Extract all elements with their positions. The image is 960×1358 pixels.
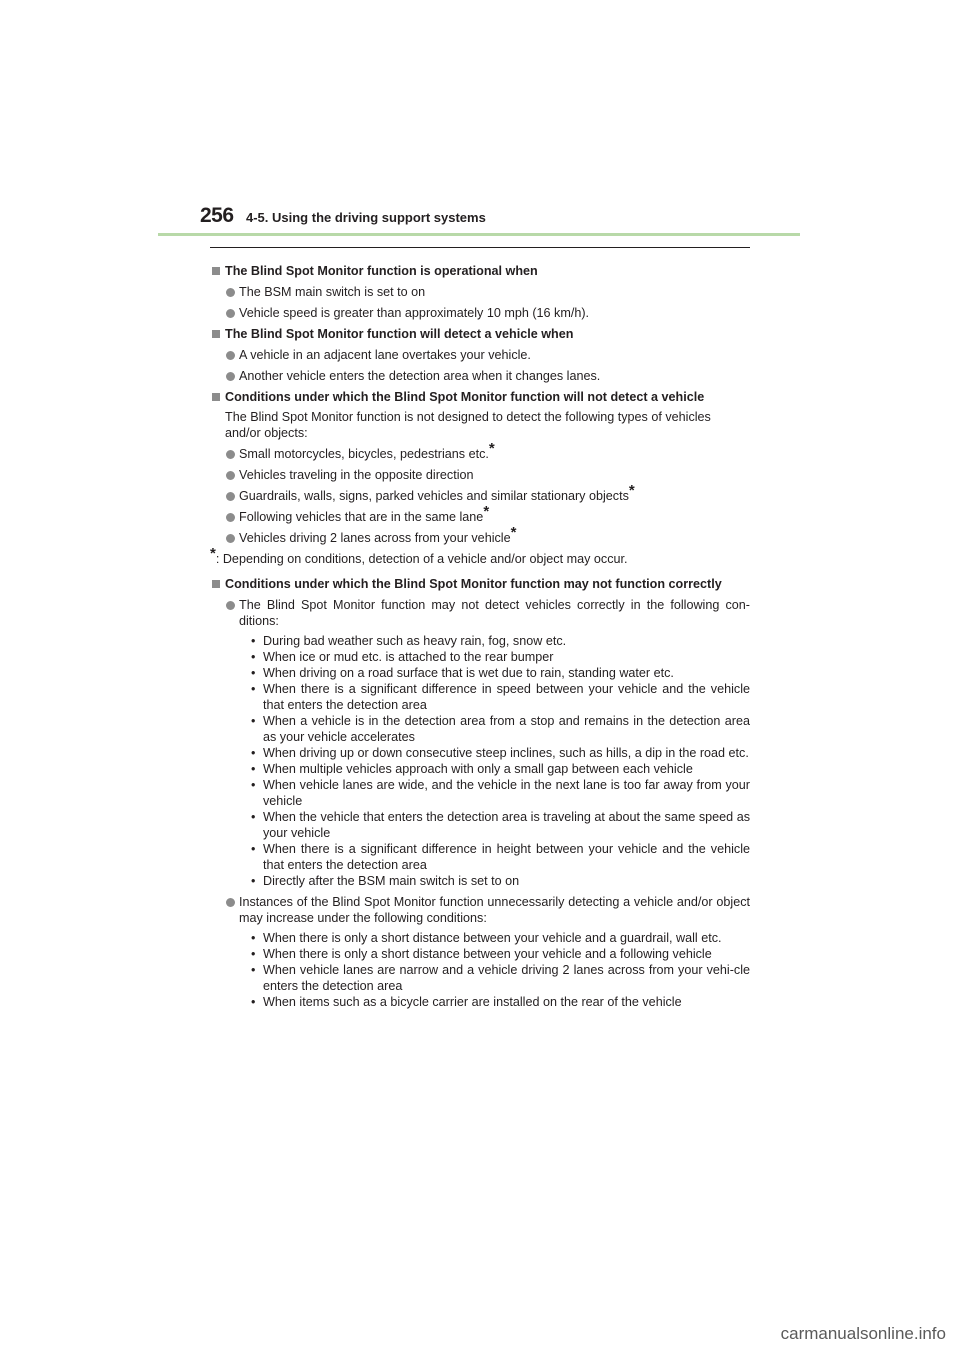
square-bullet-icon xyxy=(212,330,220,338)
asterisk-mark: * xyxy=(628,481,635,499)
circle-bullet-item: Vehicle speed is greater than approximately 10 mph (16 km/h). xyxy=(210,305,750,321)
circle-bullet-item: The BSM main switch is set to on xyxy=(210,284,750,300)
circle-bullet-icon xyxy=(226,288,235,297)
sub-item: • When there is only a short distance between your vehicle and a guardrail, wall etc. xyxy=(251,931,722,945)
asterisk-mark: * xyxy=(488,439,495,457)
asterisk-mark: * xyxy=(483,502,490,520)
sub-item: • When vehicle lanes are wide, and the vehicle in the next lane is too far away from your vehicle xyxy=(251,778,750,808)
circle-bullet-item: The Blind Spot Monitor function may not detect vehicles correctly in the following con-ditions: xyxy=(210,597,750,629)
circle-bullet-icon xyxy=(226,898,235,907)
circle-bullet-item: Small motorcycles, bicycles, pedestrians etc.* xyxy=(210,446,750,462)
square-bullet-icon xyxy=(212,267,220,275)
sub-item: • When driving on a road surface that is wet due to rain, standing water etc. xyxy=(251,666,674,680)
circle-bullet-item: A vehicle in an adjacent lane overtakes your vehicle. xyxy=(210,347,750,363)
sub-item: • During bad weather such as heavy rain, fog, snow etc. xyxy=(251,634,567,648)
circle-bullet-item: Vehicles traveling in the opposite direction xyxy=(210,467,750,483)
square-bullet-icon xyxy=(212,393,220,401)
circle-bullet-item: Another vehicle enters the detection area when it changes lanes. xyxy=(210,368,750,384)
sub-item: • When there is a significant difference in speed between your vehicle and the vehicle that enters the detection area xyxy=(251,682,750,712)
sub-item: • When there is a significant difference in height between your vehicle and the vehicle that enters the detection area xyxy=(251,842,750,872)
circle-bullet-icon xyxy=(226,513,235,522)
circle-bullet-icon xyxy=(226,309,235,318)
header-rule xyxy=(158,233,800,236)
section-intro: The Blind Spot Monitor function is not designed to detect the following types of vehicles and/or objects: xyxy=(225,410,711,440)
section-heading: The Blind Spot Monitor function is operational when xyxy=(210,263,750,279)
circle-bullet-icon xyxy=(226,471,235,480)
circle-bullet-icon xyxy=(226,601,235,610)
page-number: 256 xyxy=(200,204,234,227)
sub-item: • When items such as a bicycle carrier are installed on the rear of the vehicle xyxy=(251,995,682,1009)
section-heading: The Blind Spot Monitor function will detect a vehicle when xyxy=(210,326,750,342)
asterisk-mark: * xyxy=(210,544,216,562)
content-top-rule xyxy=(210,247,750,248)
section-heading: Conditions under which the Blind Spot Monitor function will not detect a vehicle xyxy=(210,389,750,405)
sub-item: • Directly after the BSM main switch is set to on xyxy=(251,874,520,888)
circle-bullet-icon xyxy=(226,351,235,360)
sub-item: • When ice or mud etc. is attached to the rear bumper xyxy=(251,650,554,664)
section-title: 4-5. Using the driving support systems xyxy=(246,210,486,225)
circle-bullet-item: Vehicles driving 2 lanes across from your vehicle* xyxy=(210,530,750,546)
circle-bullet-icon xyxy=(226,450,235,459)
sub-item: • When driving up or down consecutive steep inclines, such as hills, a dip in the road etc. xyxy=(251,746,749,760)
sub-item: • When multiple vehicles approach with only a small gap between each vehicle xyxy=(251,762,693,776)
sub-item: • When there is only a short distance between your vehicle and a following vehicle xyxy=(251,947,712,961)
circle-bullet-item: Following vehicles that are in the same lane* xyxy=(210,509,750,525)
circle-bullet-icon xyxy=(226,492,235,501)
sub-item: • When vehicle lanes are narrow and a vehicle driving 2 lanes across from your vehi-cle enters the detection area xyxy=(251,963,750,993)
page-content xyxy=(210,258,750,1010)
sub-list xyxy=(210,930,750,1010)
footnote: *: Depending on conditions, detection of a vehicle and/or object may occur. xyxy=(210,544,628,566)
sub-list xyxy=(210,633,750,889)
watermark: carmanualsonline.info xyxy=(780,1324,946,1343)
sub-item: • When the vehicle that enters the detection area is traveling at about the same speed as your vehicle xyxy=(251,810,750,840)
square-bullet-icon xyxy=(212,580,220,588)
page-header xyxy=(200,204,800,234)
circle-bullet-icon xyxy=(226,372,235,381)
circle-bullet-item: Guardrails, walls, signs, parked vehicles and similar stationary objects* xyxy=(210,488,750,504)
sub-item: • When a vehicle is in the detection area from a stop and remains in the detection area as your vehicle accelerates xyxy=(251,714,750,744)
circle-bullet-item: Instances of the Blind Spot Monitor function unnecessarily detecting a vehicle and/or object may increase under the following conditions: xyxy=(210,894,750,926)
asterisk-mark: * xyxy=(510,523,517,541)
circle-bullet-icon xyxy=(226,534,235,543)
section-heading: Conditions under which the Blind Spot Monitor function may not function correctly xyxy=(210,576,750,592)
